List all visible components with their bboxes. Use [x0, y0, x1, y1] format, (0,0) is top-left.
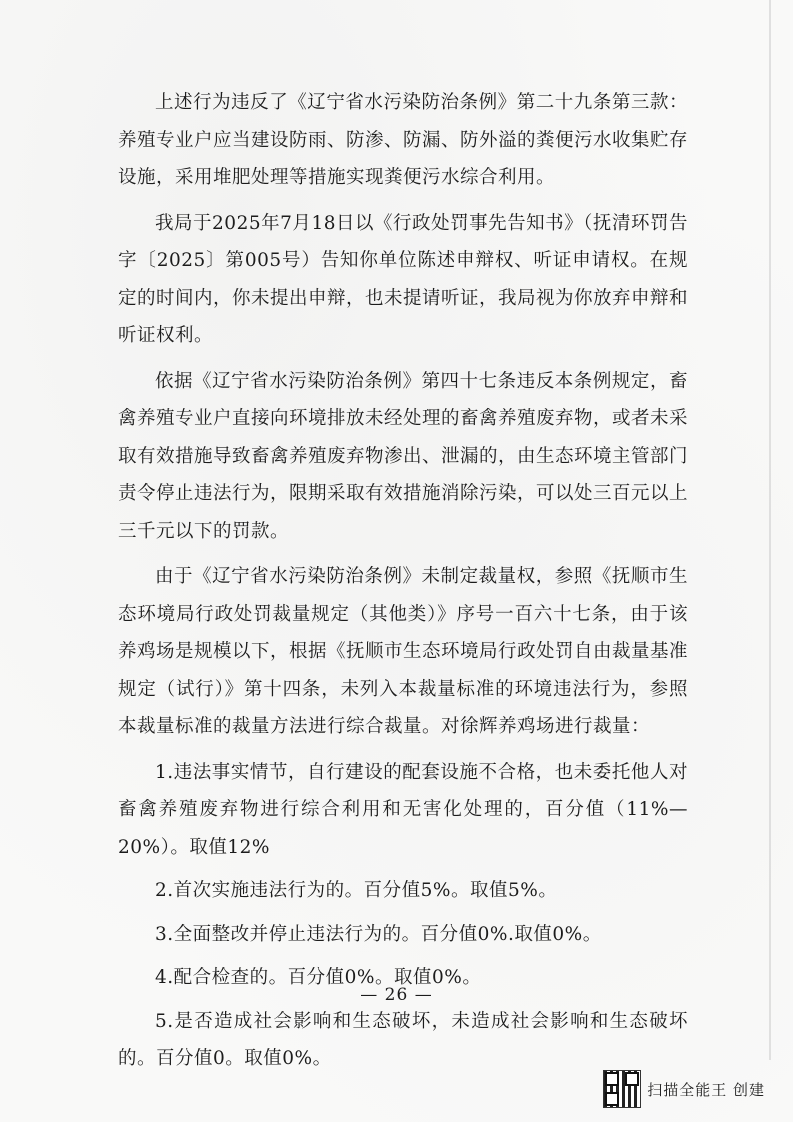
scanner-watermark: [603, 1070, 765, 1108]
list-item-3: 3.全面整改并停止违法行为的。百分值0%.取值0%。: [155, 923, 602, 945]
list-item-2: 2.首次实施违法行为的。百分值5%。取值5%。: [155, 880, 558, 901]
document-body: [118, 84, 688, 1084]
list-item-5: 5.是否造成社会影响和生态破坏，未造成社会影响和生态破坏的。百分值0。取值0%。: [118, 1010, 688, 1069]
paragraph-legal-basis: 依据《辽宁省水污染防治条例》第四十七条违反本条例规定，畜禽养殖专业户直接向环境排放未经处理的畜禽养殖废弃物，或者未采取有效措施导致畜禽养殖废弃物渗出、泄漏的，由生态环境主管部门 责令停止违法行为，限期采取有效措施消除污染，可以处三百元以上三千元以下的罚款。: [118, 370, 689, 542]
page-number: — 26 —: [360, 985, 433, 1005]
scan-edge-line: [769, 0, 771, 1060]
paragraph-discretion: 由于《辽宁省水污染防治条例》未制定裁量权，参照《抚顺市生态环境局行政处罚裁量规定（其他类）》序号一百六十七条，由于该养鸡场是规模以下，根据《抚顺市生态环境局行政处罚自由裁量基准规定（试行）》第十四条，未列入本裁量标准的环境违法行为，参照本裁量标准的裁量方法进行综合裁量。对徐辉养鸡场进行裁量：: [118, 566, 689, 737]
list-item-1: 1.违法事实情节，自行建设的配套设施不合格，也未委托他人对畜禽养殖废弃物进行综合利用和无害化处理的，百分值（11%—20%）。取值12%: [118, 761, 688, 858]
qr-code-icon: [603, 1070, 641, 1108]
list-item-4: 4.配合检查的。百分值0%。取值0%。: [155, 967, 482, 988]
paragraph-notice: 我局于2025年7月18日以《行政处罚事先告知书》（抚清环罚告字〔2025〕第005号）告知你单位陈述申辩权、听证申请权。在规定的时间内，你未提出申辩，也未提请听证，我局视为你放弃申辩和听证权利。: [118, 212, 689, 346]
watermark-text: 扫描全能王 创建: [647, 1080, 765, 1099]
paragraph-violation: 上述行为违反了《辽宁省水污染防治条例》第二十九条第三款：养殖专业户应当建设防雨、防渗、防漏、防外溢的粪便污水收集贮存设施，采用堆肥处理等措施实现粪便污水综合利用。: [118, 92, 689, 188]
